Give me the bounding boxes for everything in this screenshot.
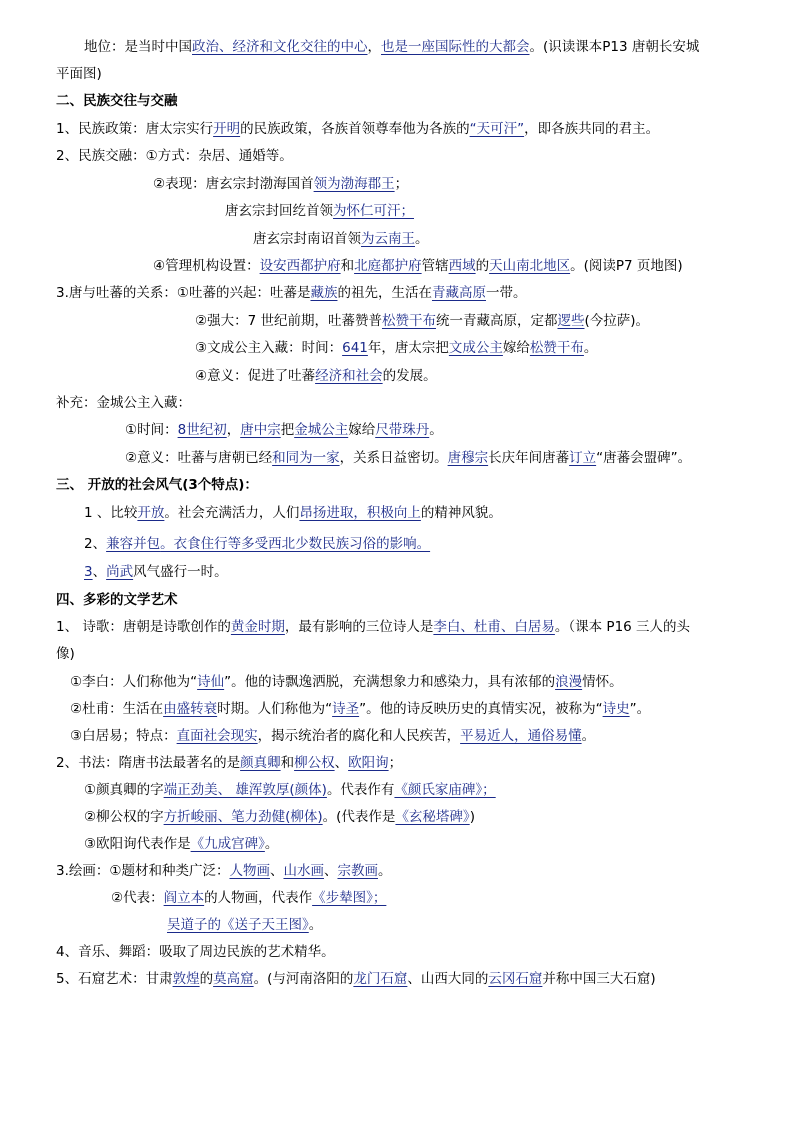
underlined-key-term: 诗仙 xyxy=(197,674,225,690)
text-segment: 唐玄宗封南诏首领 xyxy=(253,231,361,247)
text-segment: 4、音乐、舞蹈：吸取了周边民族的艺术精华。 xyxy=(56,944,335,960)
underlined-key-term: 北庭都护府 xyxy=(354,258,422,274)
text-segment: 补充：金城公主入藏： xyxy=(56,395,191,411)
text-segment: 3.绘画：①题材和种类广泛： xyxy=(56,863,230,879)
text-line xyxy=(56,284,526,302)
text-line xyxy=(153,175,408,193)
text-segment: ，关系日益密切。 xyxy=(339,450,448,466)
underlined-key-term: 李白、杜甫、白居易 xyxy=(433,619,555,635)
underlined-key-term: 宗教画 xyxy=(337,863,378,879)
text-segment: 。(阅读P7 页地图) xyxy=(570,258,683,274)
text-segment: 。 xyxy=(264,836,279,852)
text-segment: ， xyxy=(226,422,241,438)
underlined-key-term: 设安西都护府 xyxy=(259,258,341,274)
section-heading xyxy=(56,476,258,494)
underlined-key-term: 阎立本 xyxy=(163,890,205,906)
text-segment: 。 xyxy=(308,917,323,933)
text-segment: 3.唐与吐蕃的关系：①吐蕃的兴起：吐蕃是 xyxy=(56,285,311,301)
text-segment: 和 xyxy=(340,258,355,274)
underlined-key-term: 也是一座国际性的大都会 xyxy=(381,39,530,55)
underlined-key-term: 敦煌 xyxy=(172,971,200,987)
text-segment: 的民族政策，各族首领尊奉他为各族的 xyxy=(240,121,470,137)
text-segment: ，最有影响的三位诗人是 xyxy=(284,619,434,635)
text-segment: 1 、比较 xyxy=(84,505,138,521)
text-segment: ，揭示统治者的腐化和人民疾苦， xyxy=(257,728,461,744)
text-segment: “唐蕃会盟碑”。 xyxy=(596,450,692,466)
text-line xyxy=(253,230,429,248)
text-segment: 。 xyxy=(415,231,429,247)
text-line xyxy=(56,394,191,412)
text-segment: 地位：是当时中国 xyxy=(84,39,192,55)
text-segment: 。(识读课本P13 唐朝长安城 xyxy=(529,39,700,55)
text-segment: ②表现：唐玄宗封渤海国首 xyxy=(153,176,314,192)
underlined-key-term: 为云南王 xyxy=(361,231,415,247)
text-segment: 。社会充满活力，人们 xyxy=(164,505,300,521)
text-segment: 、山西大同的 xyxy=(407,971,489,987)
underlined-key-term: 平易近人，通俗易懂 xyxy=(460,728,582,744)
underlined-key-term: “天可汗” xyxy=(469,121,525,137)
text-segment: ) xyxy=(469,809,475,825)
text-segment: 像) xyxy=(56,646,75,662)
underlined-key-term: 和同为一家 xyxy=(272,450,340,466)
underlined-key-term: 云冈石窟 xyxy=(488,971,543,987)
text-line xyxy=(84,504,502,522)
text-line xyxy=(84,808,475,826)
text-line xyxy=(56,618,690,636)
text-segment: ②柳公权的字 xyxy=(84,809,164,825)
text-segment: ④管理机构设置： xyxy=(153,258,260,274)
text-line xyxy=(56,645,75,663)
underlined-key-term: 端正劲美、 雄浑敦厚(颜体) xyxy=(163,782,327,798)
text-segment: 四、多彩的文学艺术 xyxy=(56,592,178,608)
underlined-key-term: 文成公主 xyxy=(448,340,503,356)
text-line xyxy=(56,65,102,83)
text-segment: 、 xyxy=(92,564,107,580)
underlined-key-term: 订立 xyxy=(569,450,597,466)
text-line xyxy=(153,257,683,275)
text-segment: 、 xyxy=(323,863,338,879)
underlined-key-term: 641 xyxy=(342,340,368,356)
text-segment: 的发展。 xyxy=(382,368,437,384)
text-segment: 。（课本 P16 三人的头 xyxy=(554,619,691,635)
text-line xyxy=(56,754,402,772)
text-segment: 2 xyxy=(84,536,93,552)
text-segment: 。(代表作是 xyxy=(322,809,396,825)
text-segment: ①颜真卿的字 xyxy=(84,782,164,798)
text-segment: 统一青藏高原，定都 xyxy=(435,313,558,329)
text-line xyxy=(84,781,496,799)
underlined-key-term: 西域 xyxy=(448,258,476,274)
underlined-key-term: 经济和社会 xyxy=(315,368,383,384)
text-segment: ④意义：促进了吐蕃 xyxy=(195,368,316,384)
text-line xyxy=(125,421,443,439)
text-line xyxy=(56,120,659,138)
underlined-key-term: 浪漫 xyxy=(555,674,583,690)
text-segment: ”。他的诗反映历史的真情实况，被称为“ xyxy=(359,701,603,717)
text-segment: ， xyxy=(367,39,381,55)
underlined-key-term: 颜真卿 xyxy=(240,755,281,771)
underlined-key-term: 尺带珠丹 xyxy=(375,422,430,438)
text-line xyxy=(195,339,597,357)
underlined-key-term: 天山南北地区 xyxy=(489,258,571,274)
text-line xyxy=(84,38,699,56)
text-line xyxy=(84,535,430,553)
text-segment: 的人物画，代表作 xyxy=(204,890,313,906)
text-segment: 长庆年间唐蕃 xyxy=(488,450,570,466)
text-segment: 唐玄宗封回纥首领 xyxy=(225,203,333,219)
text-segment: 嫁给 xyxy=(348,422,376,438)
text-segment: 。代表作有 xyxy=(326,782,395,798)
text-segment: 和 xyxy=(280,755,295,771)
text-segment: ③白居易；特点： xyxy=(70,728,177,744)
text-line xyxy=(84,563,228,581)
text-segment: 一带。 xyxy=(485,285,527,301)
underlined-key-term: 唐穆宗 xyxy=(447,450,489,466)
underlined-key-term: 柳公权 xyxy=(294,755,335,771)
text-segment: 三、 开放的社会风气(3个特点)： xyxy=(56,477,258,493)
text-segment: 。 xyxy=(377,863,392,879)
text-segment: ②强大：7 世纪前期，吐蕃赞普 xyxy=(195,313,382,329)
text-line xyxy=(56,970,656,988)
underlined-key-term: 金城公主 xyxy=(294,422,349,438)
underlined-key-term: 青藏高原 xyxy=(431,285,486,301)
text-line xyxy=(195,367,437,385)
text-segment: 2、民族交融：①方式：杂居、通婚等。 xyxy=(56,148,293,164)
text-segment: 风气盛行一时。 xyxy=(133,564,228,580)
text-line xyxy=(56,147,293,165)
text-segment: 。 xyxy=(581,728,596,744)
text-segment: ，即各族共同的君主。 xyxy=(524,121,660,137)
section-heading xyxy=(56,591,178,609)
underlined-key-term: 《步辇图》； xyxy=(312,890,387,906)
underlined-key-term: 。衣食住行等多受西北少数民族习俗的影响。 xyxy=(160,536,431,552)
text-line xyxy=(56,943,335,961)
underlined-key-term: 诗史 xyxy=(602,701,630,717)
underlined-key-term: 3 xyxy=(84,564,93,580)
text-segment: 、 xyxy=(92,536,107,552)
text-segment: 。 xyxy=(583,340,598,356)
text-segment: ②意义：吐蕃与唐朝已经 xyxy=(125,450,273,466)
underlined-key-term: 欧阳询 xyxy=(348,755,389,771)
text-segment: ③文成公主入藏：时间： xyxy=(195,340,343,356)
text-segment: ； xyxy=(388,755,403,771)
underlined-key-term: 政治、经济和文化交往的中心 xyxy=(192,39,368,55)
section-heading xyxy=(56,92,178,110)
underlined-key-term: 为怀仁可汗； xyxy=(333,203,414,219)
underlined-key-term: 《颜氏家庙碑》； xyxy=(394,782,496,798)
text-line xyxy=(70,727,595,745)
text-segment: ②杜甫：生活在 xyxy=(70,701,164,717)
underlined-key-term: 山水画 xyxy=(283,863,324,879)
underlined-key-term: 尚武 xyxy=(106,564,134,580)
underlined-key-term: 黄金时期 xyxy=(230,619,285,635)
underlined-key-term: 莫高窟 xyxy=(213,971,254,987)
text-line xyxy=(111,889,386,907)
text-segment: ”。他的诗飘逸洒脱，充满想象力和感染力，具有浓郁的 xyxy=(224,674,556,690)
text-line xyxy=(84,835,278,853)
text-segment: 并称中国三大石窟) xyxy=(542,971,656,987)
text-segment: 的 xyxy=(475,258,490,274)
text-segment: 、 xyxy=(269,863,284,879)
text-segment: 年，唐太宗把 xyxy=(367,340,449,356)
text-segment: 的精神风貌。 xyxy=(420,505,502,521)
text-line xyxy=(195,312,649,330)
underlined-key-term: 的 xyxy=(207,917,221,933)
text-segment: 平面图) xyxy=(56,66,102,82)
text-segment: 。 xyxy=(429,422,443,438)
text-segment: 5、石窟艺术：甘肃 xyxy=(56,971,173,987)
text-segment: 管辖 xyxy=(421,258,449,274)
text-segment: 1、 诗歌：唐朝是诗歌创作的 xyxy=(56,619,231,635)
underlined-key-term: 松赞干布 xyxy=(529,340,584,356)
text-line xyxy=(125,449,691,467)
underlined-key-term: 《九成宫碑》 xyxy=(190,836,265,852)
underlined-key-term: 由盛转衰 xyxy=(163,701,218,717)
text-segment: (今拉萨)。 xyxy=(584,313,650,329)
text-segment: 嫁给 xyxy=(502,340,530,356)
underlined-key-term: 开放 xyxy=(137,505,165,521)
underlined-key-term: 开明 xyxy=(213,121,241,137)
text-segment: 时期。人们称他为“ xyxy=(217,701,333,717)
text-segment: 2、书法：隋唐书法最著名的是 xyxy=(56,755,241,771)
text-segment: ①时间： xyxy=(125,422,178,438)
text-line xyxy=(70,700,650,718)
text-segment: ①李白：人们称他为“ xyxy=(70,674,198,690)
text-segment: ③欧阳询代表作是 xyxy=(84,836,191,852)
underlined-key-term: 领为渤海郡王 xyxy=(313,176,395,192)
underlined-key-term: 松赞干布 xyxy=(381,313,436,329)
underlined-key-term: 吴道子 xyxy=(167,917,208,933)
underlined-key-term: 人物画 xyxy=(229,863,270,879)
text-segment: 二、民族交往与交融 xyxy=(56,93,178,109)
underlined-key-term: 昂扬进取，积极向上 xyxy=(299,505,421,521)
text-segment: 的 xyxy=(199,971,214,987)
text-segment: 的祖先，生活在 xyxy=(337,285,432,301)
underlined-key-term: 直面社会现实 xyxy=(176,728,258,744)
text-line xyxy=(167,916,322,934)
text-line xyxy=(225,202,414,220)
text-segment: 1、民族政策：唐太宗实行 xyxy=(56,121,214,137)
underlined-key-term: 龙门石窟 xyxy=(353,971,408,987)
text-line xyxy=(70,673,623,691)
text-segment: 把 xyxy=(280,422,295,438)
underlined-key-term: 《玄秘塔碑》 xyxy=(395,809,470,825)
underlined-key-term: 藏族 xyxy=(310,285,338,301)
underlined-key-term: 兼容并包 xyxy=(106,536,161,552)
text-line xyxy=(56,862,391,880)
underlined-key-term: 《送子天王图》 xyxy=(221,917,309,933)
text-segment: ”。 xyxy=(629,701,651,717)
text-segment: 、 xyxy=(334,755,349,771)
text-segment: ； xyxy=(394,176,409,192)
underlined-key-term: 逻些 xyxy=(557,313,585,329)
text-segment: ②代表： xyxy=(111,890,164,906)
underlined-key-term: 唐中宗 xyxy=(240,422,281,438)
text-segment: 情怀。 xyxy=(582,674,623,690)
underlined-key-term: 方折峻丽、笔力劲健(柳体) xyxy=(163,809,323,825)
underlined-key-term: 诗圣 xyxy=(332,701,360,717)
text-segment: 。(与河南洛阳的 xyxy=(253,971,354,987)
underlined-key-term: 8世纪初 xyxy=(177,422,227,438)
